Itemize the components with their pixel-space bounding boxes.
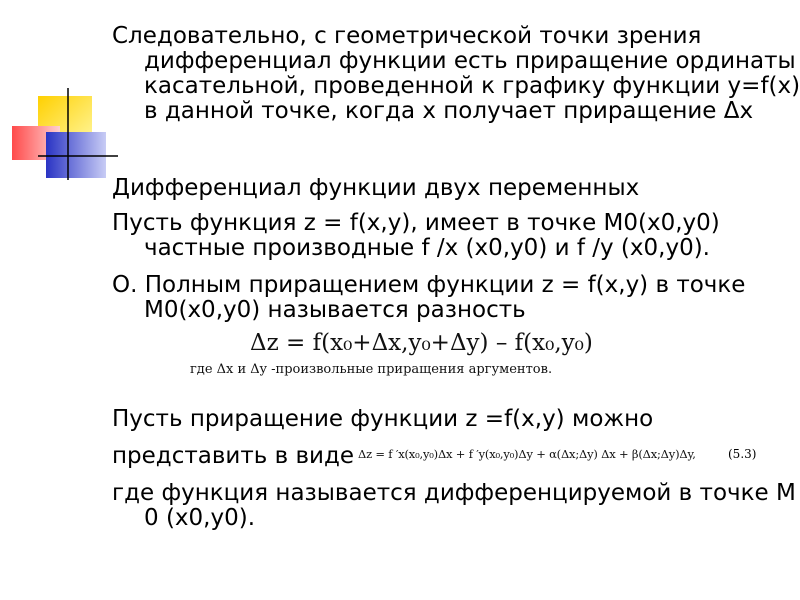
decorative-squares	[0, 0, 120, 190]
paragraph-geometric-meaning: Следовательно, с геометрической точки зрения дифференциал функции есть приращение ординаты касательной, проведенной к графику функции y=f(x) в данной точке, когда х получает приращение Δх	[112, 23, 800, 124]
formula-differentiable: Δz = f ′x(x₀,y₀)Δx + f ′y(x₀,y₀)Δy + α(Δx;Δy) Δx + β(Δx;Δy)Δy,	[358, 447, 696, 461]
equation-number: (5.3)	[728, 447, 757, 461]
formula-full-increment: Δz = f(x₀+Δx,y₀+Δy) – f(x₀,y₀)	[250, 330, 593, 356]
paragraph-partial-derivatives: Пусть функция z = f(x,y), имеет в точке M0(x0,y0) частные производные f /x (x0,y0) и f /y (x0,y0).	[112, 210, 720, 261]
heading-two-variables: Дифференциал функции двух переменных	[112, 175, 640, 201]
paragraph-represent-as: представить в виде	[112, 443, 355, 469]
paragraph-increment-representation: Пусть приращение функции z =f(x,y) можно	[112, 406, 654, 432]
paragraph-full-increment: О. Полным приращением функции z = f(x,y) в точке M0(x0,y0) называется разность	[112, 272, 746, 323]
formula-caption: где Δx и Δy -произвольные приращения аргументов.	[190, 362, 553, 377]
blue-square	[46, 132, 106, 178]
paragraph-differentiable-definition: где функция называется дифференцируемой в точке M 0 (x0,y0).	[112, 480, 796, 531]
